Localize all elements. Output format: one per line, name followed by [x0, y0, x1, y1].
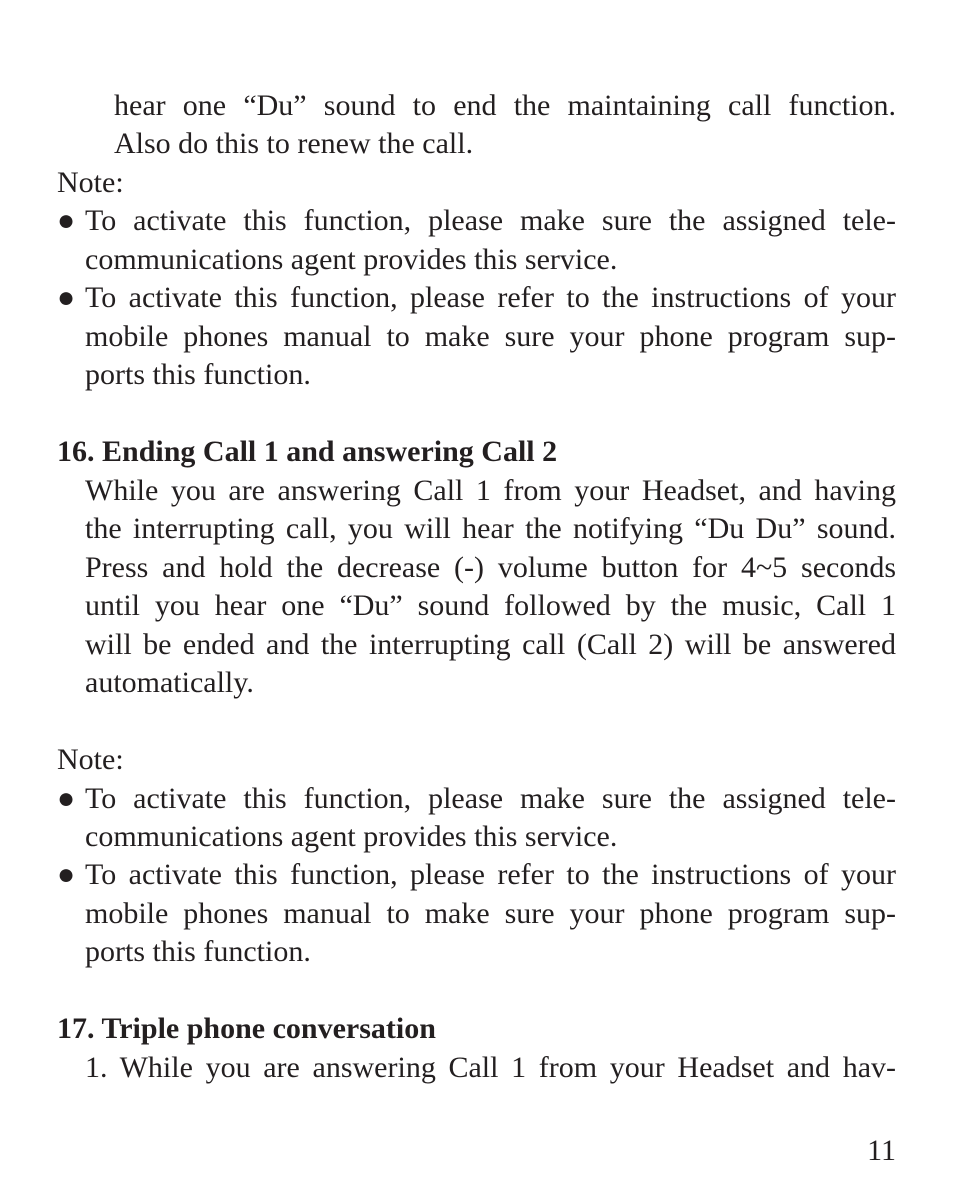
section-heading-16: 16. Ending Call 1 and answering Call 2	[57, 435, 558, 468]
bullet-text-line: ports this function.	[85, 935, 311, 968]
bullet-item	[57, 280, 85, 316]
intro-line-2: Also do this to renew the call.	[114, 127, 474, 160]
paragraph-line: will be ended and the interrupting call (Call 2) will be answered	[85, 628, 896, 661]
bullet-text-line: To activate this function, please refer to the instructions of your	[85, 281, 896, 314]
intro-line-1: hear one “Du” sound to end the maintaining call function.	[114, 89, 896, 122]
bullet-icon: ●	[57, 281, 76, 314]
paragraph-line: until you hear one “Du” sound followed by the music, Call 1	[85, 589, 896, 622]
bullet-text-line: To activate this function, please make sure the assigned tele-	[85, 782, 896, 815]
note-label: Note:	[57, 166, 124, 199]
bullet-text-line: communications agent provides this service.	[85, 820, 618, 853]
bullet-text-line: To activate this function, please make sure the assigned tele-	[85, 204, 896, 237]
bullet-item	[57, 781, 85, 817]
page-number: 11	[867, 1134, 896, 1167]
section-heading-17: 17. Triple phone conversation	[57, 1012, 436, 1045]
paragraph-line: 1. While you are answering Call 1 from your Headset and hav-	[85, 1051, 896, 1084]
bullet-icon: ●	[57, 782, 76, 815]
paragraph-line: While you are answering Call 1 from your Headset, and having	[85, 474, 896, 507]
bullet-text-line: mobile phones manual to make sure your phone program sup-	[85, 897, 896, 930]
paragraph-line: automatically.	[85, 666, 254, 699]
bullet-text-line: communications agent provides this service.	[85, 243, 618, 276]
bullet-item	[57, 857, 85, 893]
bullet-text-line: mobile phones manual to make sure your phone program sup-	[85, 320, 896, 353]
bullet-icon: ●	[57, 204, 76, 237]
paragraph-line: the interrupting call, you will hear the notifying “Du Du” sound.	[85, 512, 896, 545]
bullet-icon: ●	[57, 858, 76, 891]
bullet-text-line: To activate this function, please refer to the instructions of your	[85, 858, 896, 891]
paragraph-line: Press and hold the decrease (-) volume button for 4~5 seconds	[85, 551, 896, 584]
bullet-text-line: ports this function.	[85, 358, 311, 391]
note-label: Note:	[57, 743, 124, 776]
